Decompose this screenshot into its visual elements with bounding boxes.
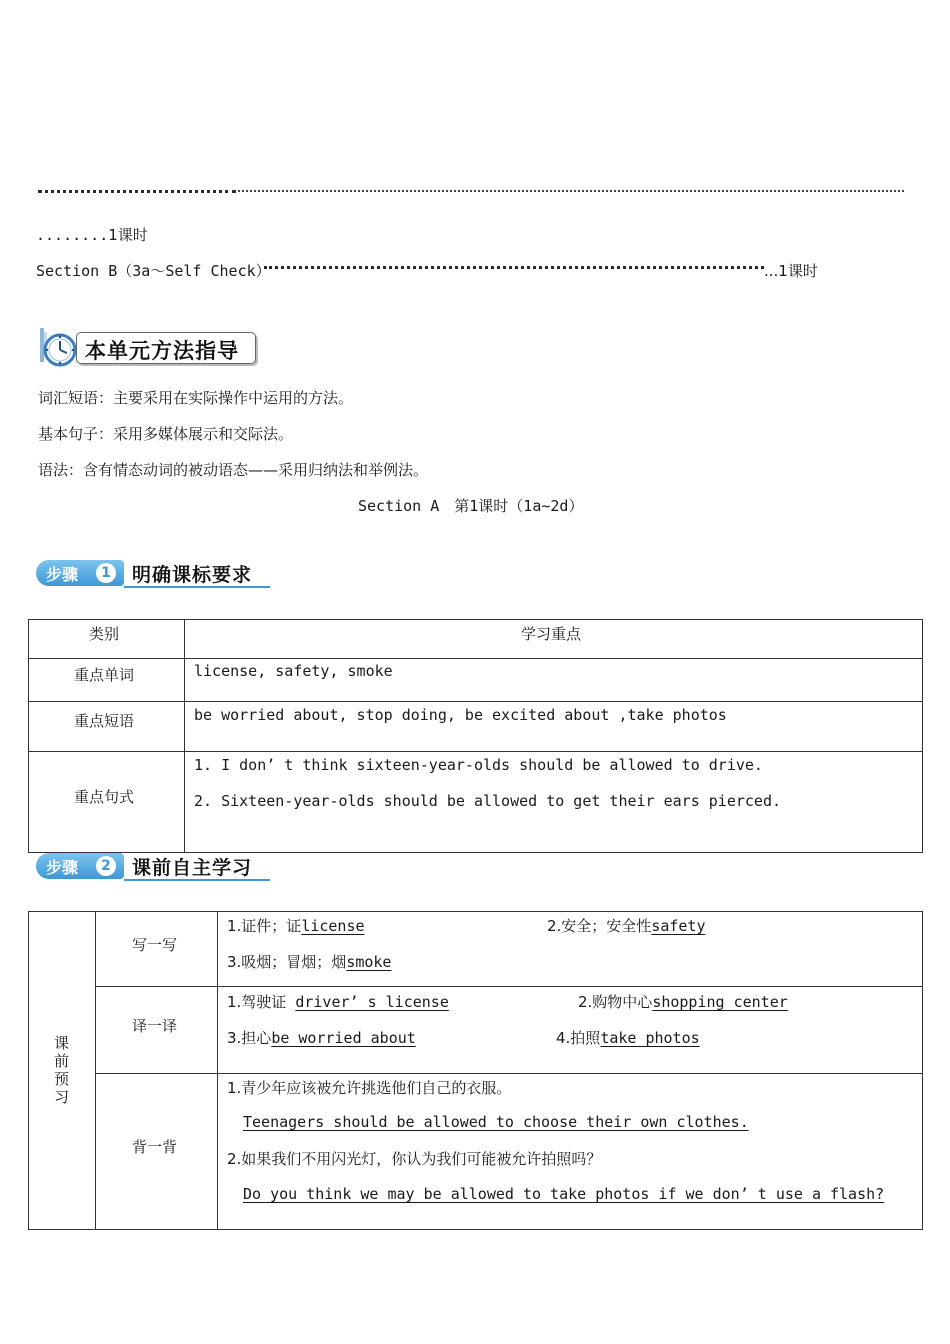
table-row	[29, 702, 923, 752]
toc-line-2	[36, 224, 148, 245]
recite-label: 背一背	[132, 1138, 178, 1156]
write-answer-2: safety	[651, 917, 706, 935]
translate-item-4	[556, 1027, 700, 1048]
translate-prompt-3: 3.担心	[227, 1029, 272, 1047]
header-focus-text: 学习重点	[521, 625, 582, 643]
recite-prompt-2: 2.如果我们不用闪光灯，你认为我们可能被允许拍照吗？	[227, 1150, 602, 1168]
write-prompt-1: 1.证件；证	[227, 917, 302, 935]
toc-leader-dots-sparse	[238, 190, 904, 192]
side-label-text: 课前预习	[54, 1034, 70, 1106]
step-1-underline	[124, 586, 270, 588]
translate-answer-3: be worried about	[271, 1029, 416, 1047]
category-cell	[29, 702, 185, 752]
method-guide-title: 本单元方法指导	[85, 339, 239, 363]
method-guide-header	[36, 326, 258, 366]
step-2-underline	[124, 879, 270, 881]
method-line-grammar: 语法：含有情态动词的被动语态——采用归纳法和举例法。	[38, 461, 429, 479]
category-cell	[29, 752, 185, 853]
toc-leader-dots-dense	[38, 190, 236, 193]
toc-line3-label: Section B（3a～Self Check）	[36, 262, 271, 280]
table-header-focus	[185, 620, 923, 659]
write-item-1	[227, 915, 365, 936]
step-1-title: 明确课标要求	[132, 564, 253, 586]
sentence-2: 2. Sixteen-year-olds should be allowed to get their ears pierced.	[194, 792, 781, 810]
table-row	[29, 659, 923, 702]
method-guide-label-box	[76, 332, 256, 364]
content-text: license, safety, smoke	[194, 662, 393, 680]
translate-label-cell	[96, 987, 218, 1074]
translate-prompt-1: 1.驾驶证	[227, 993, 287, 1011]
sentence-1: 1. I don’ t think sixteen-year-olds should be allowed to drive.	[194, 756, 763, 774]
preview-table	[28, 911, 923, 1230]
recite-answer-2: Do you think we may be allowed to take photos if we don’ t use a flash?	[243, 1185, 885, 1203]
write-content-cell	[218, 912, 923, 987]
translate-prompt-4: 4.拍照	[556, 1029, 601, 1047]
step-1-pill	[36, 560, 124, 586]
translate-label: 译一译	[132, 1017, 178, 1035]
step-2-header	[36, 853, 270, 881]
write-label-cell	[96, 912, 218, 987]
step-2-pill-label: 步骤	[46, 858, 79, 877]
toc-line-3	[36, 260, 271, 281]
toc-line2-prefix: ........	[36, 226, 109, 244]
method-line-vocab: 词汇短语：主要采用在实际操作中运用的方法。	[38, 389, 354, 407]
category-text: 重点单词	[74, 666, 135, 684]
write-item-3	[227, 951, 391, 972]
category-text: 重点句式	[74, 788, 135, 806]
toc-line2-suffix: 1课时	[108, 226, 148, 244]
method-line-sentences: 基本句子：采用多媒体展示和交际法。	[38, 425, 294, 443]
write-item-2	[547, 915, 706, 936]
write-prompt-2: 2.安全；安全性	[547, 917, 652, 935]
content-text: be worried about, stop doing, be excited about ,take photos	[194, 706, 727, 724]
translate-answer-4: take photos	[600, 1029, 700, 1047]
category-cell	[29, 659, 185, 702]
translate-item-3	[227, 1027, 416, 1048]
translate-content-cell	[218, 987, 923, 1074]
lesson-title: Section A 第1课时（1a~2d）	[358, 497, 584, 515]
step-1-number: 1	[96, 563, 116, 583]
step-2-pill	[36, 853, 124, 879]
write-label: 写一写	[132, 936, 178, 954]
recite-content-cell	[218, 1074, 923, 1230]
table-row	[29, 752, 923, 853]
translate-answer-2: shopping center	[652, 993, 788, 1011]
content-cell	[185, 752, 923, 853]
requirements-table	[28, 619, 923, 853]
content-cell	[185, 702, 923, 752]
step-2-title: 课前自主学习	[132, 857, 253, 879]
write-answer-1: license	[301, 917, 365, 935]
table-header-category	[29, 620, 185, 659]
clock-icon	[36, 326, 78, 368]
content-cell	[185, 659, 923, 702]
translate-answer-1: driver’ s license	[295, 993, 449, 1011]
category-text: 重点短语	[74, 712, 135, 730]
toc-line3-suffix: ...1课时	[764, 262, 818, 280]
header-category-text: 类别	[89, 625, 120, 643]
step-1-pill-label: 步骤	[46, 565, 79, 584]
step-1-header	[36, 560, 270, 588]
step-2-number: 2	[96, 856, 116, 876]
recite-prompt-1: 1.青少年应该被允许挑选他们自己的衣服。	[227, 1079, 512, 1097]
side-label-cell	[29, 912, 96, 1230]
recite-label-cell	[96, 1074, 218, 1230]
recite-answer-1: Teenagers should be allowed to choose their own clothes.	[243, 1113, 749, 1131]
translate-item-1	[227, 991, 449, 1012]
write-prompt-3: 3.吸烟；冒烟；烟	[227, 953, 347, 971]
write-answer-3: smoke	[346, 953, 392, 971]
toc-line3-dots	[264, 266, 764, 269]
translate-prompt-2: 2.购物中心	[578, 993, 653, 1011]
translate-item-2	[578, 991, 788, 1012]
